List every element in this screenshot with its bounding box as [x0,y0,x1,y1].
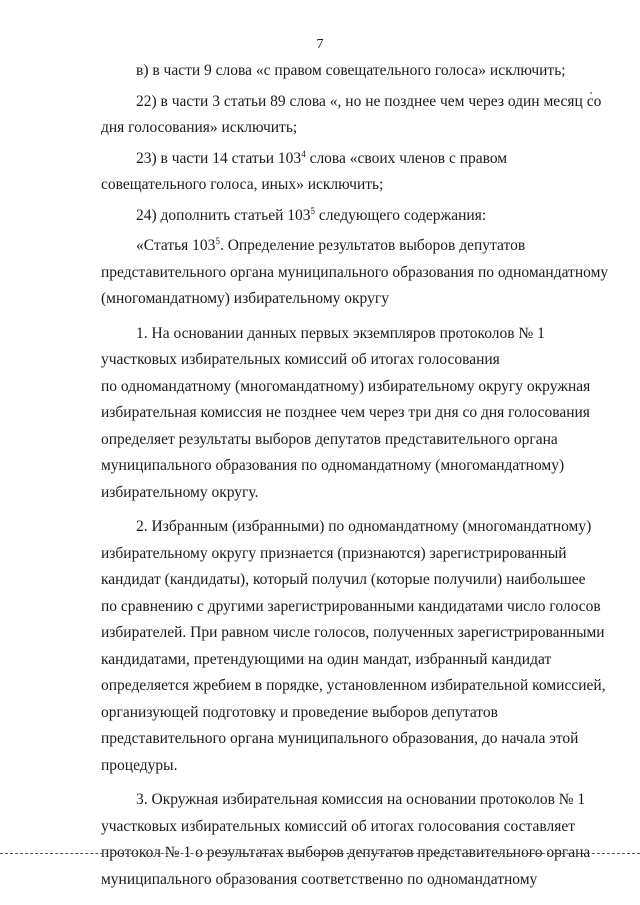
paragraph-line: представительного органа муниципального образования по одномандатному [101,263,609,281]
paragraph-line: 3. Окружная избирательная комиссия на основании протоколов № 1 [136,791,586,808]
paragraph-line: избирательному округу признается (признаются) зарегистрированный [101,544,567,562]
paragraph-line: муниципального образования по одномандатному (многомандатному) [101,457,565,474]
paragraph-line: совещательного голоса, иных» исключить; [101,176,384,193]
paragraph-item-23 [101,146,592,199]
superscript: 5 [310,205,316,216]
text-fragment: следующего содержания: [315,206,487,224]
paragraph-line: избирательная комиссия не позднее чем через три дня со дня голосования [101,404,590,421]
paragraph-line: дня голосования» исключить; [101,119,298,136]
paragraph-item-22 [101,89,602,142]
article-heading [101,233,609,313]
page-bottom-rule [0,853,640,854]
superscript: 5 [215,235,220,246]
paragraph-line: избирательному округу. [101,483,259,501]
paragraph-line: муниципального образования соответственно по одномандатному [101,870,538,888]
paragraph-line: в) в части 9 слова «с правом совещательного голоса» исключить; [136,62,566,79]
document-body [101,58,609,893]
page-number: 7 [316,37,324,52]
paragraph-line: по сравнению с другими зарегистрированными кандидатами число голосов [101,597,601,615]
article-part-1 [101,321,592,507]
article-part-2 [101,514,606,779]
paragraph-line: процедуры. [101,756,178,774]
paragraph-line [101,233,592,260]
paragraph-line: 1. На основании данных первых экземпляров протоколов № 1 [136,324,545,342]
text-fragment: «Статья 103 [136,237,216,254]
paragraph-line: кандидат (кандидаты), который получил (которые получили) наибольшее [101,571,586,588]
paragraph-line: участковых избирательных комиссий об итогах голосования составляет [101,817,576,835]
paragraph-line [101,203,592,230]
paragraph-line: 22) в части 3 статьи 89 слова «, но не позднее чем через один месяц со [136,92,602,110]
superscript: 4 [301,148,306,159]
paragraph-line: организующей подготовку и проведение выборов депутатов [101,703,498,721]
text-fragment: слова «своих членов с правом [305,149,508,167]
paragraph-line [101,146,592,173]
paragraph-line: избирателей. При равном числе голосов, полученных зарегистрированными [101,624,605,641]
paragraph-line: представительного органа муниципального образования, до начала этой [101,730,579,747]
paragraph-line: по одномандатному (многомандатному) избирательному округу окружная [101,377,591,395]
text-fragment: 24) дополнить статьей 103 [136,206,311,224]
paragraph-item-24 [101,203,592,230]
text-fragment: . Определение результатов выборов депутатов [219,237,526,254]
text-fragment: 23) в части 14 статьи 103 [136,149,302,167]
paragraph-line: кандидатами, претендующими на один мандат, избранный кандидат [101,650,552,668]
paragraph-line: (многомандатному) избирательному округу [101,290,389,307]
article-part-3 [101,787,592,893]
paragraph-line: определяет результаты выборов депутатов представительного органа [101,430,558,448]
paragraph-line: 2. Избранным (избранными) по одномандатному (многомандатному) [136,518,592,535]
paragraph-line: протокол № 1 о результатах выборов депутатов представительного органа [101,844,591,861]
paragraph-item-v [101,58,592,85]
paragraph-line: определяется жребием в порядке, установленном избирательной комиссией, [101,677,606,694]
paragraph-line: участковых избирательных комиссий об итогах голосования [101,351,500,368]
